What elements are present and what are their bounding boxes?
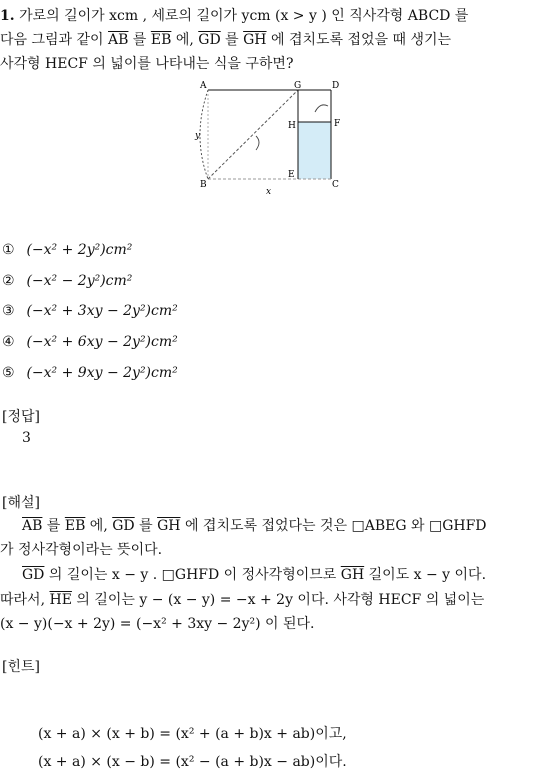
folding-figure <box>190 76 350 201</box>
explanation-line-3 <box>0 563 534 588</box>
fold-arc-a <box>200 90 208 179</box>
label-g: G <box>294 81 302 91</box>
label-x: x <box>266 187 272 197</box>
question-text: 를 <box>128 32 151 48</box>
label-b: B <box>200 180 207 190</box>
explanation-line-2 <box>0 538 534 563</box>
segment-gd: $\overline{GD}$ <box>22 567 45 583</box>
arrow-mark <box>256 136 259 150</box>
explanation-text: 길이도 x − y 이다. <box>364 567 487 583</box>
choice-5[interactable] <box>2 365 178 381</box>
choice-number: ⑤ <box>2 365 15 381</box>
label-d: D <box>332 81 340 91</box>
question-text: 에, <box>171 32 199 48</box>
segment-gd: $\overline{GD}$ <box>198 32 221 48</box>
choice-1[interactable] <box>2 242 132 258</box>
answer-header: [정답] <box>2 409 40 425</box>
choice-3[interactable] <box>2 303 178 319</box>
question-text: 를 <box>220 32 244 48</box>
question-number: 1. <box>0 8 15 24</box>
explanation-text: 따라서, <box>0 592 50 608</box>
explanation-text: (x − y)(−x + 2y) = (−x² + 3xy − 2y²) 이 된다. <box>0 616 315 632</box>
explanation-text: 를 <box>42 518 65 534</box>
question-text-line-1: 가로의 길이가 xcm , 세로의 길이가 ycm (x > y ) 인 직사각형 ABCD 를 <box>19 8 469 24</box>
question-text: 다음 그림과 같이 <box>0 32 109 48</box>
choice-4[interactable] <box>2 334 178 350</box>
choice-text: (−x² + 3xy − 2y²)cm² <box>26 303 178 319</box>
hint-line-2: (x + a) × (x − b) = (x² − (a + b)x − ab)이다. <box>38 754 347 770</box>
label-c: C <box>332 180 339 190</box>
explanation-text: 를 <box>134 518 158 534</box>
label-y: y <box>195 131 201 141</box>
explanation-line-5 <box>0 612 534 637</box>
segment-gd: $\overline{GD}$ <box>112 518 135 534</box>
fold-arc-d <box>315 105 328 112</box>
segment-eb: $\overline{EB}$ <box>64 518 86 534</box>
choice-text: (−x² + 2y²)cm² <box>26 242 133 258</box>
region-hecf <box>298 122 331 179</box>
choice-number: ③ <box>2 303 15 319</box>
answer-value: 3 <box>22 430 31 446</box>
label-h: H <box>288 121 296 131</box>
fold-line-bg <box>208 90 298 179</box>
choice-text: (−x² + 9xy − 2y²)cm² <box>26 365 178 381</box>
explanation-line-4 <box>0 588 534 613</box>
explanation-text: 에, <box>85 518 113 534</box>
label-f: F <box>334 119 341 129</box>
question-line-1 <box>0 4 534 29</box>
choice-number: ① <box>2 242 15 258</box>
question-text-line-3: 사각형 HECF 의 넓이를 나타내는 식을 구하면? <box>0 56 294 72</box>
hint-header: [힌트] <box>2 659 40 675</box>
question-line-2 <box>0 28 534 53</box>
hint-line-1: (x + a) × (x + b) = (x² + (a + b)x + ab)이고, <box>38 726 347 742</box>
explanation-header: [해설] <box>2 495 40 511</box>
segment-gh: $\overline{GH}$ <box>157 518 181 534</box>
choice-text: (−x² + 6xy − 2y²)cm² <box>26 334 178 350</box>
explanation-text: 의 길이는 y − (x − y) = −x + 2y 이다. 사각형 HECF 의 넓이는 <box>71 592 485 608</box>
question-text: 에 겹치도록 접었을 때 생기는 <box>266 32 452 48</box>
explanation-text: 에 겹치도록 접었다는 것은 □ABEG 와 □GHFD <box>180 518 487 534</box>
choice-number: ② <box>2 273 15 289</box>
explanation-text: 가 정사각형이라는 뜻이다. <box>0 542 163 558</box>
label-e: E <box>288 170 295 180</box>
segment-gh: $\overline{GH}$ <box>243 32 267 48</box>
explanation-text: 의 길이는 x − y . □GHFD 이 정사각형이므로 <box>44 567 341 583</box>
choice-2[interactable] <box>2 273 132 289</box>
segment-he: $\overline{HE}$ <box>49 592 72 608</box>
choice-text: (−x² − 2y²)cm² <box>26 273 133 289</box>
segment-gh: $\overline{GH}$ <box>340 567 365 583</box>
segment-ab: $\overline{AB}$ <box>22 518 43 534</box>
explanation-line-1 <box>0 514 534 539</box>
question-line-3 <box>0 52 534 77</box>
label-a: A <box>200 81 207 91</box>
segment-ab: $\overline{AB}$ <box>108 32 129 48</box>
choice-number: ④ <box>2 334 15 350</box>
segment-eb: $\overline{EB}$ <box>150 32 172 48</box>
